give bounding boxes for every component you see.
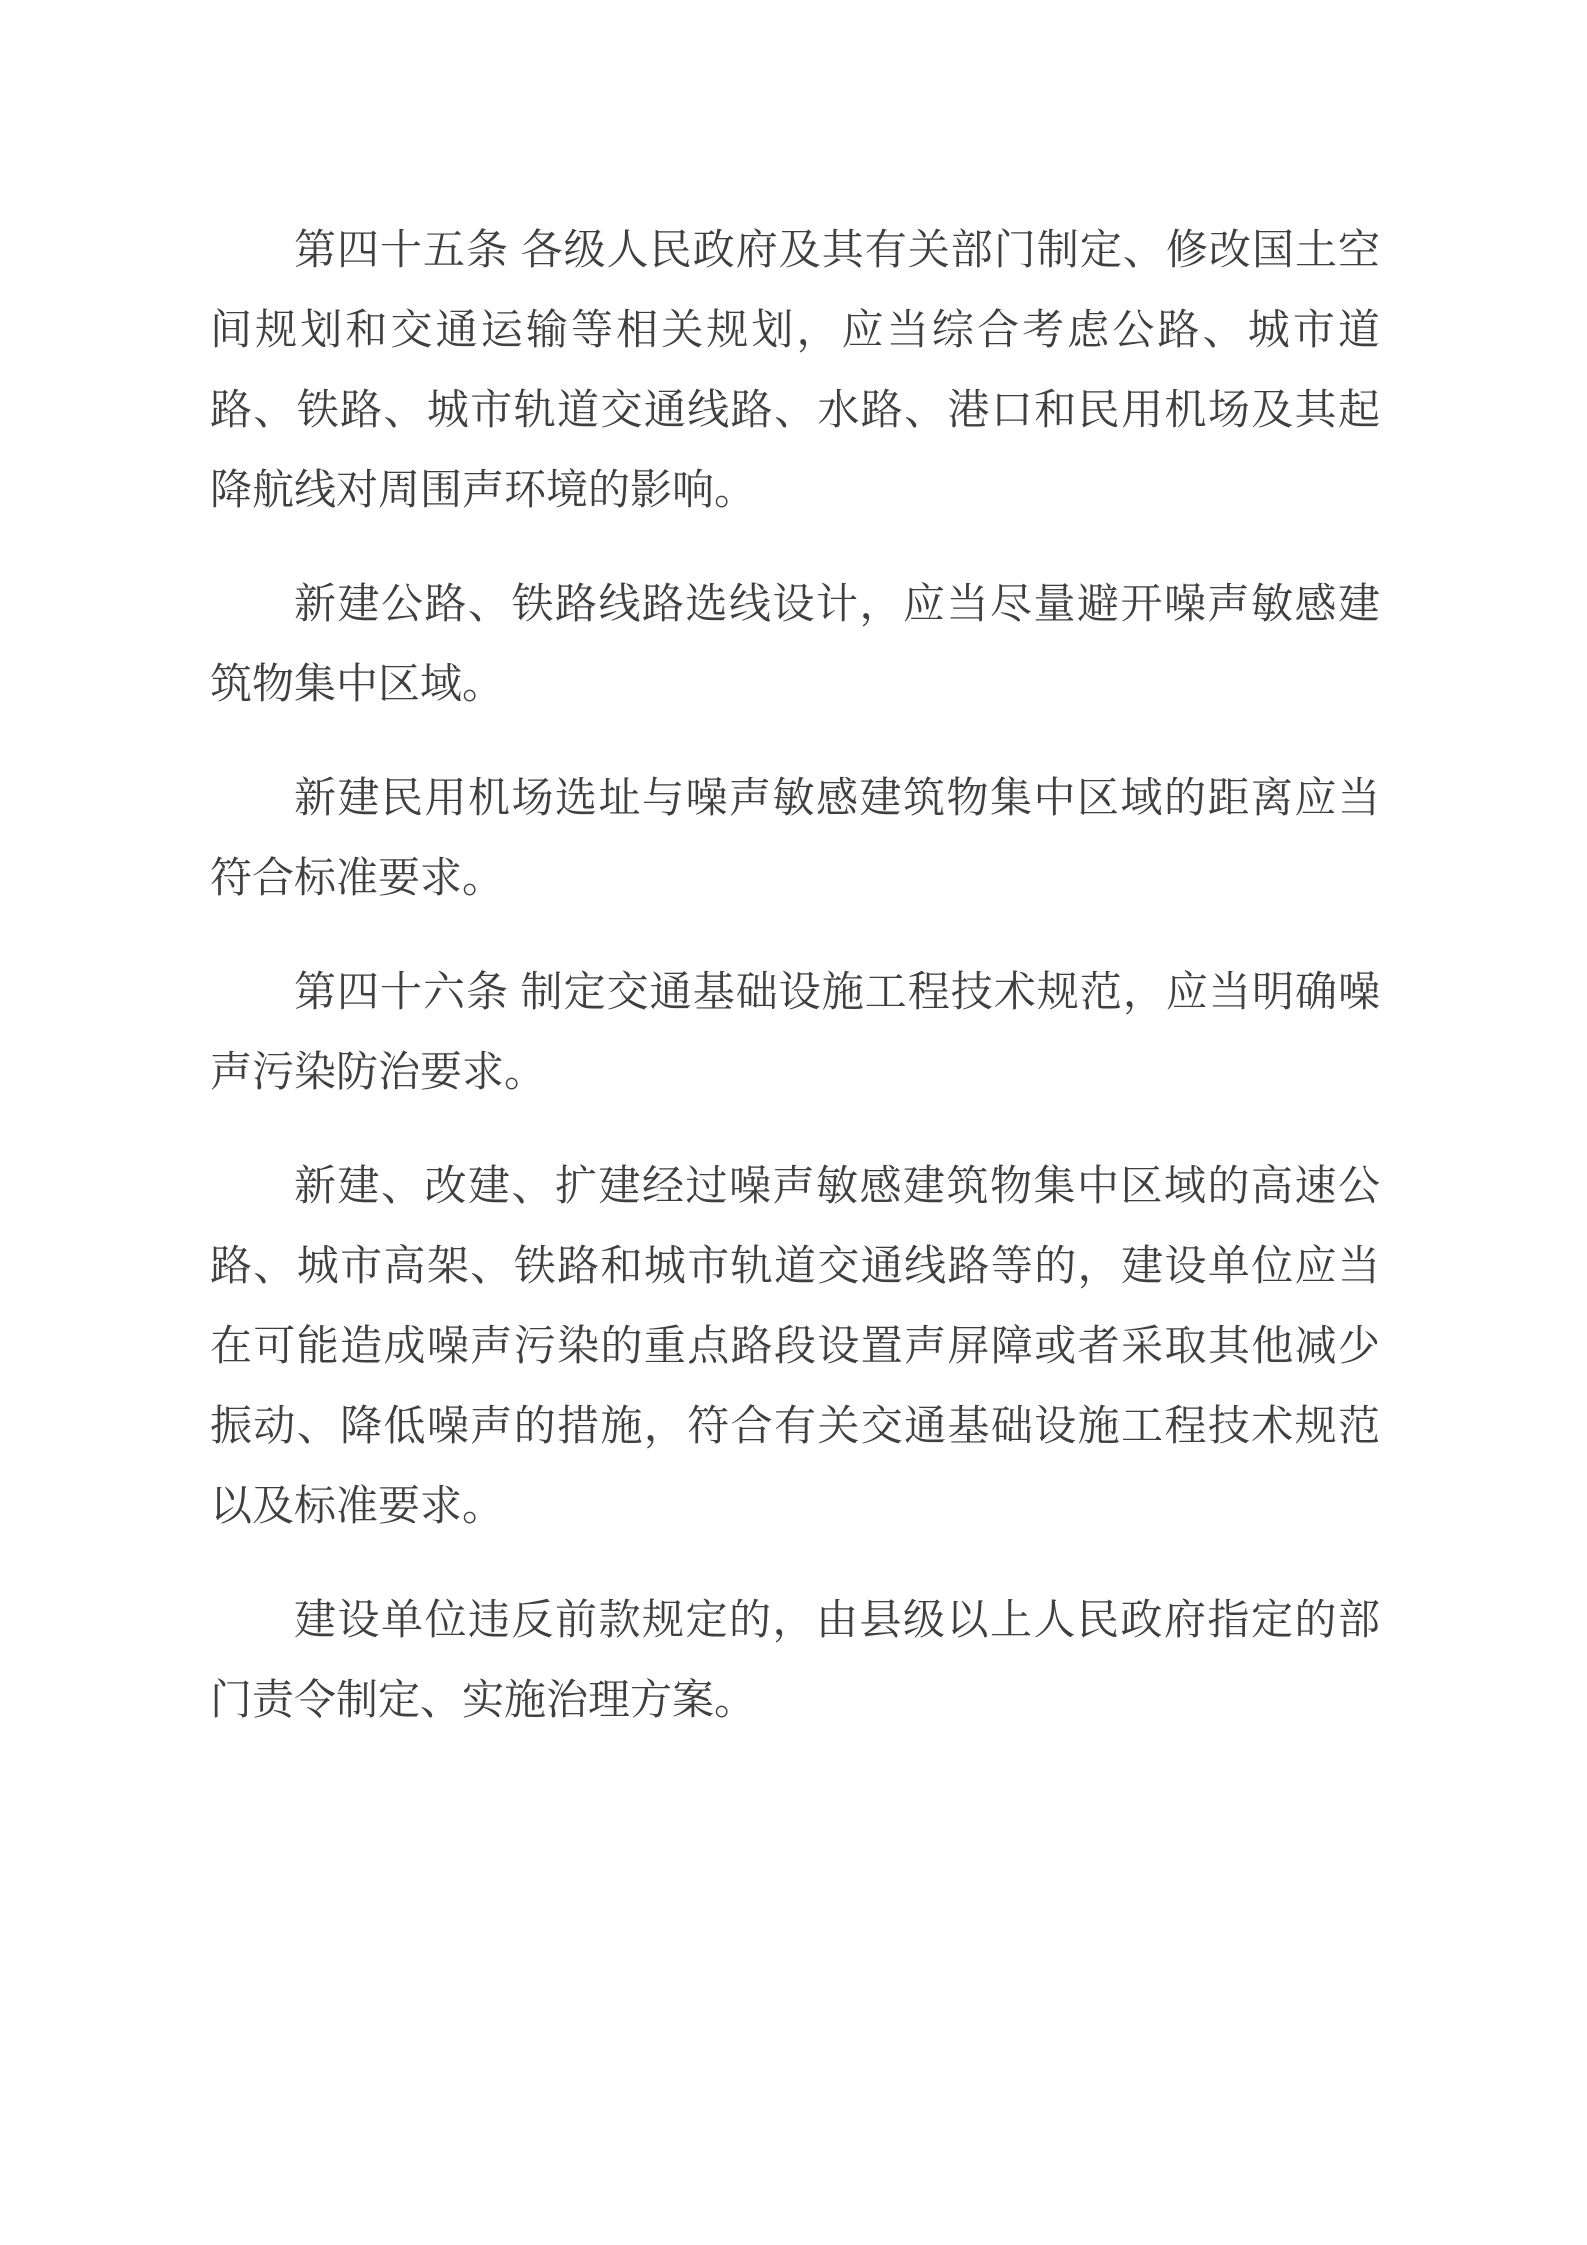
paragraph-article-45: 第四十五条 各级人民政府及其有关部门制定、修改国土空间规划和交通运输等相关规划，应当综合考虑公路、城市道路、铁路、城市轨道交通线路、水路、港口和民用机场及其起降航线对周围声环境的影响。 (210, 228, 1380, 514)
paragraph-article-46-clause-3: 建设单位违反前款规定的，由县级以上人民政府指定的部门责令制定、实施治理方案。 (210, 1598, 1380, 1724)
paragraph-article-45-clause-3: 新建民用机场选址与噪声敏感建筑物集中区域的距离应当符合标准要求。 (210, 776, 1380, 902)
paragraph-article-46-clause-2: 新建、改建、扩建经过噪声敏感建筑物集中区域的高速公路、城市高架、铁路和城市轨道交通线路等的，建设单位应当在可能造成噪声污染的重点路段设置声屏障或者采取其他减少振动、降低噪声的措施，符合有关交通基础设施工程技术规范以及标准要求。 (210, 1164, 1380, 1530)
paragraph-article-46: 第四十六条 制定交通基础设施工程技术规范，应当明确噪声污染防治要求。 (210, 970, 1380, 1096)
paragraph-article-45-clause-2: 新建公路、铁路线路选线设计，应当尽量避开噪声敏感建筑物集中区域。 (210, 582, 1380, 708)
